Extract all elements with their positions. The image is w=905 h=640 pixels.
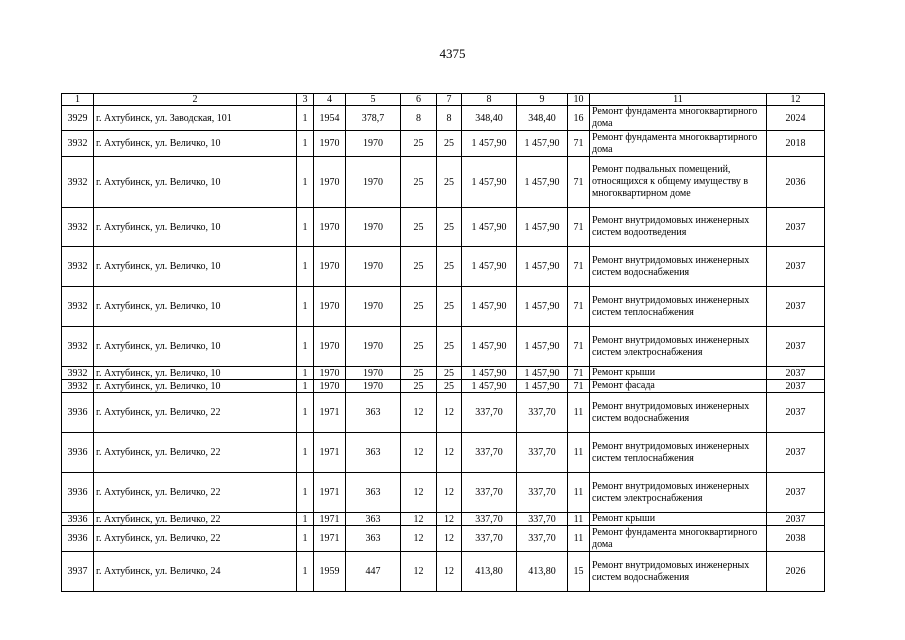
year-cell: 1970 — [314, 247, 346, 287]
area-cell: 378,7 — [346, 106, 401, 131]
area-total-cell: 337,70 — [462, 393, 517, 433]
table-row — [62, 247, 825, 287]
planned-year-cell: 2026 — [767, 552, 825, 592]
year-cell: 1971 — [314, 433, 346, 473]
table-row — [62, 208, 825, 247]
count-b-cell: 25 — [437, 247, 462, 287]
work-type-cell: Ремонт фундамента многоквартирного дома — [590, 526, 767, 552]
count-a-cell: 12 — [401, 393, 437, 433]
area-cell: 1970 — [346, 367, 401, 380]
buildings-cell: 1 — [297, 157, 314, 208]
work-type-cell: Ремонт внутридомовых инженерных систем теплоснабжения — [590, 433, 767, 473]
area-total-cell: 1 457,90 — [462, 208, 517, 247]
buildings-cell: 1 — [297, 433, 314, 473]
table-row — [62, 157, 825, 208]
count-b-cell: 25 — [437, 157, 462, 208]
planned-year-cell: 2036 — [767, 157, 825, 208]
buildings-cell: 1 — [297, 473, 314, 513]
area-total-cell: 1 457,90 — [462, 157, 517, 208]
area-living-cell: 337,70 — [517, 433, 568, 473]
repair-schedule-table — [61, 93, 825, 592]
work-type-cell: Ремонт внутридомовых инженерных систем электроснабжения — [590, 327, 767, 367]
residents-cell: 11 — [568, 526, 590, 552]
area-living-cell: 1 457,90 — [517, 131, 568, 157]
residents-cell: 11 — [568, 393, 590, 433]
count-a-cell: 12 — [401, 526, 437, 552]
row-number-cell: 3932 — [62, 327, 94, 367]
work-type-cell: Ремонт фундамента многоквартирного дома — [590, 131, 767, 157]
buildings-cell: 1 — [297, 287, 314, 327]
work-type-cell: Ремонт внутридомовых инженерных систем электроснабжения — [590, 473, 767, 513]
address-cell: г. Ахтубинск, ул. Величко, 22 — [94, 433, 297, 473]
header-row — [62, 94, 825, 106]
row-number-cell: 3936 — [62, 433, 94, 473]
column-header: 2 — [94, 94, 297, 106]
count-a-cell: 25 — [401, 208, 437, 247]
count-b-cell: 12 — [437, 526, 462, 552]
area-cell: 1970 — [346, 157, 401, 208]
count-a-cell: 12 — [401, 433, 437, 473]
area-living-cell: 413,80 — [517, 552, 568, 592]
planned-year-cell: 2037 — [767, 433, 825, 473]
row-number-cell: 3929 — [62, 106, 94, 131]
area-total-cell: 1 457,90 — [462, 380, 517, 393]
area-cell: 1970 — [346, 131, 401, 157]
planned-year-cell: 2018 — [767, 131, 825, 157]
work-type-cell: Ремонт внутридомовых инженерных систем теплоснабжения — [590, 287, 767, 327]
area-cell: 1970 — [346, 287, 401, 327]
residents-cell: 16 — [568, 106, 590, 131]
year-cell: 1971 — [314, 526, 346, 552]
address-cell: г. Ахтубинск, ул. Величко, 10 — [94, 208, 297, 247]
residents-cell: 71 — [568, 380, 590, 393]
count-b-cell: 25 — [437, 208, 462, 247]
area-living-cell: 337,70 — [517, 526, 568, 552]
buildings-cell: 1 — [297, 393, 314, 433]
count-b-cell: 12 — [437, 513, 462, 526]
count-b-cell: 25 — [437, 131, 462, 157]
column-header: 9 — [517, 94, 568, 106]
year-cell: 1970 — [314, 157, 346, 208]
buildings-cell: 1 — [297, 106, 314, 131]
planned-year-cell: 2038 — [767, 526, 825, 552]
area-total-cell: 337,70 — [462, 473, 517, 513]
row-number-cell: 3936 — [62, 526, 94, 552]
planned-year-cell: 2037 — [767, 208, 825, 247]
row-number-cell: 3932 — [62, 208, 94, 247]
work-type-cell: Ремонт внутридомовых инженерных систем водоснабжения — [590, 247, 767, 287]
year-cell: 1970 — [314, 131, 346, 157]
table-row — [62, 473, 825, 513]
area-living-cell: 1 457,90 — [517, 367, 568, 380]
area-total-cell: 337,70 — [462, 513, 517, 526]
area-cell: 1970 — [346, 247, 401, 287]
count-b-cell: 25 — [437, 380, 462, 393]
address-cell: г. Ахтубинск, ул. Величко, 10 — [94, 287, 297, 327]
column-header: 4 — [314, 94, 346, 106]
planned-year-cell: 2037 — [767, 367, 825, 380]
area-living-cell: 337,70 — [517, 393, 568, 433]
row-number-cell: 3932 — [62, 157, 94, 208]
address-cell: г. Ахтубинск, ул. Величко, 10 — [94, 157, 297, 208]
buildings-cell: 1 — [297, 247, 314, 287]
count-a-cell: 25 — [401, 287, 437, 327]
year-cell: 1970 — [314, 367, 346, 380]
row-number-cell: 3932 — [62, 287, 94, 327]
row-number-cell: 3932 — [62, 131, 94, 157]
address-cell: г. Ахтубинск, ул. Величко, 22 — [94, 513, 297, 526]
work-type-cell: Ремонт фасада — [590, 380, 767, 393]
count-a-cell: 25 — [401, 131, 437, 157]
table-row — [62, 131, 825, 157]
area-living-cell: 1 457,90 — [517, 157, 568, 208]
work-type-cell: Ремонт подвальных помещений, относящихся к общему имуществу в многоквартирном доме — [590, 157, 767, 208]
address-cell: г. Ахтубинск, ул. Величко, 22 — [94, 473, 297, 513]
planned-year-cell: 2024 — [767, 106, 825, 131]
address-cell: г. Ахтубинск, ул. Величко, 10 — [94, 247, 297, 287]
work-type-cell: Ремонт внутридомовых инженерных систем водоснабжения — [590, 552, 767, 592]
work-type-cell: Ремонт фундамента многоквартирного дома — [590, 106, 767, 131]
area-total-cell: 413,80 — [462, 552, 517, 592]
year-cell: 1954 — [314, 106, 346, 131]
work-type-cell: Ремонт внутридомовых инженерных систем водоотведения — [590, 208, 767, 247]
area-cell: 363 — [346, 393, 401, 433]
table-body — [62, 94, 825, 592]
table-row — [62, 287, 825, 327]
area-total-cell: 1 457,90 — [462, 367, 517, 380]
year-cell: 1971 — [314, 473, 346, 513]
year-cell: 1970 — [314, 208, 346, 247]
count-a-cell: 25 — [401, 327, 437, 367]
area-total-cell: 1 457,90 — [462, 247, 517, 287]
area-living-cell: 337,70 — [517, 513, 568, 526]
row-number-cell: 3936 — [62, 473, 94, 513]
table-row — [62, 327, 825, 367]
year-cell: 1970 — [314, 327, 346, 367]
area-cell: 363 — [346, 513, 401, 526]
count-a-cell: 25 — [401, 157, 437, 208]
count-b-cell: 25 — [437, 287, 462, 327]
column-header: 5 — [346, 94, 401, 106]
buildings-cell: 1 — [297, 513, 314, 526]
column-header: 1 — [62, 94, 94, 106]
area-total-cell: 1 457,90 — [462, 287, 517, 327]
buildings-cell: 1 — [297, 552, 314, 592]
work-type-cell: Ремонт крыши — [590, 513, 767, 526]
address-cell: г. Ахтубинск, ул. Величко, 22 — [94, 526, 297, 552]
count-b-cell: 12 — [437, 433, 462, 473]
count-a-cell: 25 — [401, 247, 437, 287]
row-number-cell: 3932 — [62, 367, 94, 380]
area-cell: 363 — [346, 526, 401, 552]
area-living-cell: 1 457,90 — [517, 287, 568, 327]
column-header: 8 — [462, 94, 517, 106]
column-header: 12 — [767, 94, 825, 106]
area-cell: 363 — [346, 473, 401, 513]
residents-cell: 11 — [568, 473, 590, 513]
area-total-cell: 348,40 — [462, 106, 517, 131]
work-type-cell: Ремонт внутридомовых инженерных систем водоснабжения — [590, 393, 767, 433]
table-row — [62, 393, 825, 433]
year-cell: 1959 — [314, 552, 346, 592]
residents-cell: 71 — [568, 157, 590, 208]
planned-year-cell: 2037 — [767, 473, 825, 513]
count-a-cell: 12 — [401, 473, 437, 513]
residents-cell: 15 — [568, 552, 590, 592]
address-cell: г. Ахтубинск, ул. Величко, 24 — [94, 552, 297, 592]
year-cell: 1971 — [314, 393, 346, 433]
residents-cell: 71 — [568, 327, 590, 367]
column-header: 10 — [568, 94, 590, 106]
residents-cell: 71 — [568, 208, 590, 247]
area-total-cell: 337,70 — [462, 433, 517, 473]
row-number-cell: 3936 — [62, 513, 94, 526]
work-type-cell: Ремонт крыши — [590, 367, 767, 380]
residents-cell: 71 — [568, 131, 590, 157]
count-a-cell: 12 — [401, 552, 437, 592]
buildings-cell: 1 — [297, 367, 314, 380]
area-living-cell: 1 457,90 — [517, 247, 568, 287]
buildings-cell: 1 — [297, 327, 314, 367]
column-header: 6 — [401, 94, 437, 106]
count-a-cell: 8 — [401, 106, 437, 131]
area-living-cell: 348,40 — [517, 106, 568, 131]
count-b-cell: 12 — [437, 473, 462, 513]
count-b-cell: 12 — [437, 393, 462, 433]
row-number-cell: 3936 — [62, 393, 94, 433]
column-header: 11 — [590, 94, 767, 106]
planned-year-cell: 2037 — [767, 513, 825, 526]
address-cell: г. Ахтубинск, ул. Величко, 10 — [94, 380, 297, 393]
count-a-cell: 12 — [401, 513, 437, 526]
row-number-cell: 3932 — [62, 380, 94, 393]
area-living-cell: 1 457,90 — [517, 380, 568, 393]
residents-cell: 11 — [568, 513, 590, 526]
count-b-cell: 25 — [437, 367, 462, 380]
area-living-cell: 1 457,90 — [517, 208, 568, 247]
address-cell: г. Ахтубинск, ул. Заводская, 101 — [94, 106, 297, 131]
count-b-cell: 25 — [437, 327, 462, 367]
area-total-cell: 337,70 — [462, 526, 517, 552]
column-header: 3 — [297, 94, 314, 106]
area-cell: 1970 — [346, 380, 401, 393]
count-a-cell: 25 — [401, 367, 437, 380]
table-row — [62, 526, 825, 552]
area-cell: 447 — [346, 552, 401, 592]
year-cell: 1970 — [314, 380, 346, 393]
area-cell: 363 — [346, 433, 401, 473]
planned-year-cell: 2037 — [767, 247, 825, 287]
residents-cell: 11 — [568, 433, 590, 473]
planned-year-cell: 2037 — [767, 327, 825, 367]
table-row — [62, 433, 825, 473]
residents-cell: 71 — [568, 287, 590, 327]
table-row — [62, 106, 825, 131]
table-row — [62, 513, 825, 526]
address-cell: г. Ахтубинск, ул. Величко, 10 — [94, 327, 297, 367]
page-number: 4375 — [439, 46, 466, 61]
buildings-cell: 1 — [297, 208, 314, 247]
row-number-cell: 3937 — [62, 552, 94, 592]
count-a-cell: 25 — [401, 380, 437, 393]
planned-year-cell: 2037 — [767, 393, 825, 433]
buildings-cell: 1 — [297, 526, 314, 552]
table-row — [62, 552, 825, 592]
address-cell: г. Ахтубинск, ул. Величко, 22 — [94, 393, 297, 433]
area-living-cell: 1 457,90 — [517, 327, 568, 367]
year-cell: 1971 — [314, 513, 346, 526]
planned-year-cell: 2037 — [767, 287, 825, 327]
area-total-cell: 1 457,90 — [462, 327, 517, 367]
area-total-cell: 1 457,90 — [462, 131, 517, 157]
buildings-cell: 1 — [297, 131, 314, 157]
residents-cell: 71 — [568, 247, 590, 287]
count-b-cell: 8 — [437, 106, 462, 131]
area-cell: 1970 — [346, 327, 401, 367]
column-header: 7 — [437, 94, 462, 106]
year-cell: 1970 — [314, 287, 346, 327]
address-cell: г. Ахтубинск, ул. Величко, 10 — [94, 367, 297, 380]
residents-cell: 71 — [568, 367, 590, 380]
table-row — [62, 367, 825, 380]
buildings-cell: 1 — [297, 380, 314, 393]
area-living-cell: 337,70 — [517, 473, 568, 513]
area-cell: 1970 — [346, 208, 401, 247]
count-b-cell: 12 — [437, 552, 462, 592]
row-number-cell: 3932 — [62, 247, 94, 287]
table-row — [62, 380, 825, 393]
address-cell: г. Ахтубинск, ул. Величко, 10 — [94, 131, 297, 157]
planned-year-cell: 2037 — [767, 380, 825, 393]
